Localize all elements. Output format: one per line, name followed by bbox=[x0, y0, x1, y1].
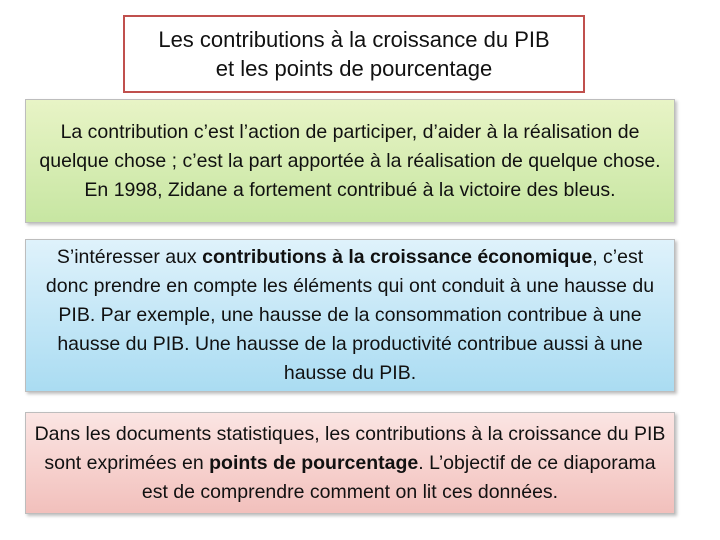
economic-text-end: , c’est donc prendre en compte les éléments qui ont conduit à une hausse du PIB. Par exemple, une hausse de la consommation contribue à une hausse du PIB. Une hausse de la productivité contribue aussi à une hausse du PIB. bbox=[45, 246, 655, 384]
statistics-box bbox=[25, 412, 675, 514]
economic-contribution-text bbox=[34, 243, 666, 388]
definition-box bbox=[25, 99, 675, 223]
title-line-1: Les contributions à la croissance du PIB bbox=[158, 27, 550, 52]
economic-text-bold: contributions à la croissance économique bbox=[202, 246, 593, 268]
statistics-text-start: Dans les documents statistiques, les contributions à la croissance du PIB sont exprimées en bbox=[34, 422, 666, 474]
definition-text: La contribution c’est l’action de participer, d’aider à la réalisation de quelque chose ; c’est la part apportée à la réalisation de quelque chose. En 1998, Zidane a fortement contribué à la victoire des bleus. bbox=[39, 120, 661, 201]
statistics-text-bold: points de pourcentage bbox=[209, 451, 419, 474]
statistics-text-end: . L’objectif de ce diaporama est de comprendre comment on lit ces données. bbox=[141, 451, 656, 503]
statistics-text bbox=[34, 420, 666, 507]
title-line-2: et les points de pourcentage bbox=[215, 56, 493, 81]
economic-contribution-box bbox=[25, 239, 675, 392]
economic-text-start: S’intéresser aux bbox=[56, 246, 203, 268]
page-title bbox=[123, 15, 585, 93]
